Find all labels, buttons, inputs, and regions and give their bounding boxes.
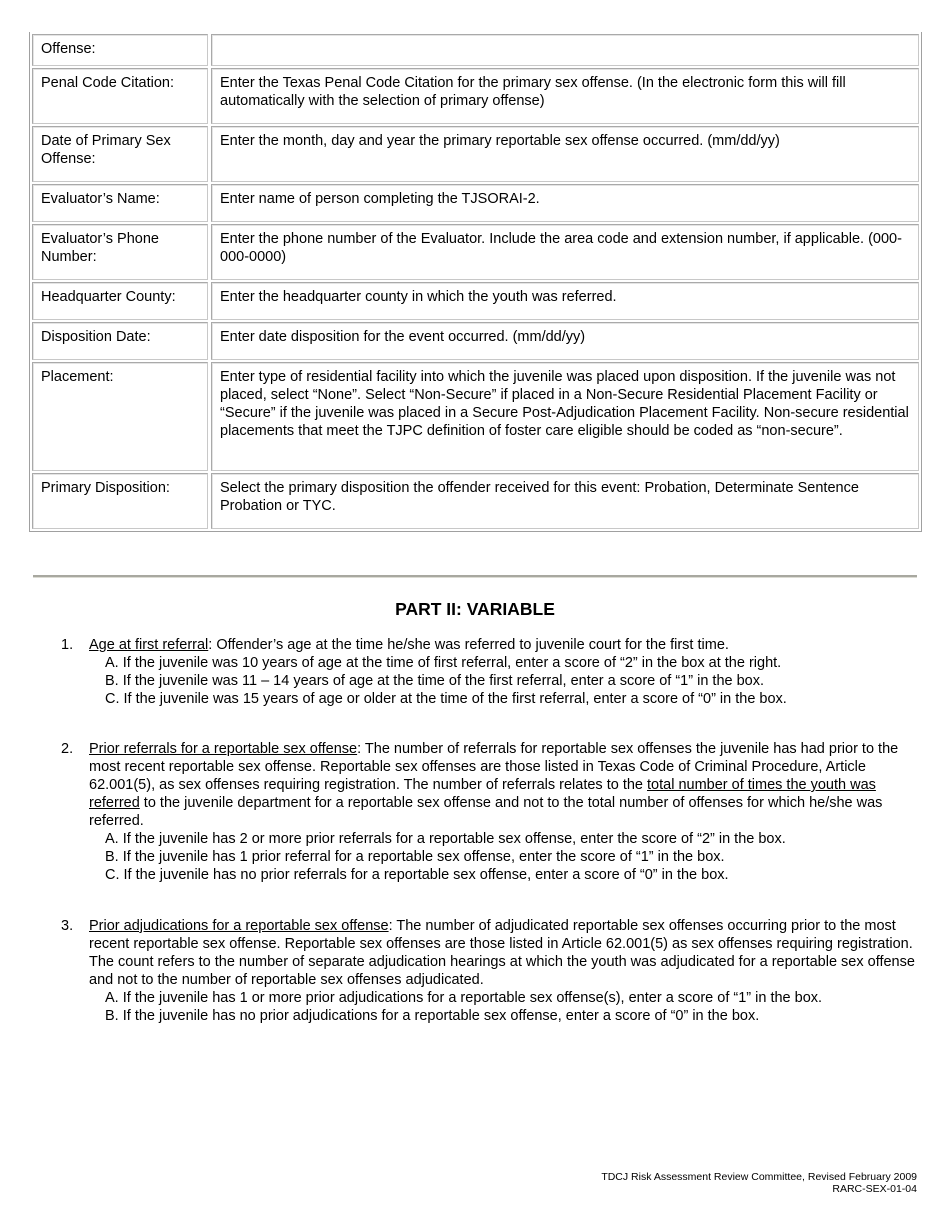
- table-row-penal-code: [32, 68, 919, 124]
- table-row-primary-disposition: [32, 473, 919, 529]
- sub-item: C. If the juvenile was 15 years of age or older at the time of the first referral, enter a score of “0” in the box.: [105, 691, 787, 707]
- item-text: : The number of referrals for reportable sex offenses the juvenile has had prior to the most recent reportable sex offense. Reportable sex offenses are those listed in Texas Code of Criminal Procedure, Article 62.001(5), as sex offenses requiring registration. The number of referrals relates to the: [89, 741, 899, 793]
- row-description: Enter the phone number of the Evaluator. Include the area code and extension number, if applicable. (000-000-0000): [211, 224, 919, 280]
- row-description: [211, 34, 919, 66]
- sub-item: B. If the juvenile has 1 prior referral for a reportable sex offense, enter the score of “1” in the box.: [105, 849, 725, 865]
- row-label: Penal Code Citation:: [32, 68, 208, 124]
- item-emphasis: total number of times the youth was referred: [89, 777, 876, 811]
- table-row-disposition-date: [32, 322, 919, 360]
- row-description: Select the primary disposition the offender received for this event: Probation, Determinate Sentence Probation or TYC.: [211, 473, 919, 529]
- sub-item: A. If the juvenile has 1 or more prior adjudications for a reportable sex offense(s), enter a score of “1” in the box.: [105, 990, 823, 1006]
- item-heading: Prior adjudications for a reportable sex offense: [89, 918, 389, 934]
- row-label: Headquarter County:: [32, 282, 208, 320]
- table-row-placement: [32, 362, 919, 471]
- item-body: [89, 917, 919, 1025]
- section-divider: [33, 575, 917, 578]
- item-text: : The number of adjudicated reportable sex offenses occurring prior to the most recent reportable sex offense. Reportable sex offenses are those listed in Article 62.001(5) as sex offenses requiring registration. The count refers to the number of separate adjudication hearings at which the youth was adjudicated for a reportable sex offense and not to the number of reportable sex offenses adjudicated.: [89, 918, 915, 988]
- item-text: : Offender’s age at the time he/she was referred to juvenile court for the first time.: [208, 637, 729, 653]
- row-description: Enter the Texas Penal Code Citation for the primary sex offense. (In the electronic form this will fill automatically with the selection of primary offense): [211, 68, 919, 124]
- section-title: PART II: VARIABLE: [395, 599, 555, 619]
- row-description: Enter the headquarter county in which the youth was referred.: [211, 282, 919, 320]
- table-row-evaluator-name: [32, 184, 919, 222]
- row-label: Evaluator’s Phone Number:: [32, 224, 208, 280]
- item-number: 3.: [61, 918, 74, 934]
- footer-committee: TDCJ Risk Assessment Review Committee, Revised February 2009: [601, 1171, 917, 1183]
- table-row-offense: [32, 34, 919, 66]
- sub-item: A. If the juvenile has 2 or more prior referrals for a reportable sex offense, enter the score of “2” in the box.: [105, 831, 786, 847]
- item-body: [89, 740, 919, 884]
- table-row-offense-date: [32, 126, 919, 182]
- item-heading: Prior referrals for a reportable sex offense: [89, 741, 358, 757]
- row-description: Enter the month, day and year the primary reportable sex offense occurred. (mm/dd/yy): [211, 126, 919, 182]
- row-label: Primary Disposition:: [32, 473, 208, 529]
- row-label: Evaluator’s Name:: [32, 184, 208, 222]
- item-body: [89, 636, 919, 708]
- sub-item: C. If the juvenile has no prior referrals for a reportable sex offense, enter a score of “0” in the box.: [105, 867, 729, 883]
- variable-item-2: [61, 740, 919, 884]
- row-label: Date of Primary Sex Offense:: [32, 126, 208, 182]
- form-instructions-table: [29, 32, 922, 532]
- row-label: Disposition Date:: [32, 322, 208, 360]
- item-number: 2.: [61, 741, 74, 757]
- variable-item-3: [61, 917, 919, 1025]
- row-label: Offense:: [32, 34, 208, 66]
- item-number: 1.: [61, 637, 74, 653]
- sub-item: B. If the juvenile has no prior adjudications for a reportable sex offense, enter a score of “0” in the box.: [105, 1008, 760, 1024]
- row-description: Enter name of person completing the TJSORAI-2.: [211, 184, 919, 222]
- table-row-evaluator-phone: [32, 224, 919, 280]
- row-label: Placement:: [32, 362, 208, 471]
- sub-item: B. If the juvenile was 11 – 14 years of age at the time of the first referral, enter a score of “1” in the box.: [105, 673, 765, 689]
- variable-item-1: [61, 636, 919, 708]
- page-footer: [601, 1171, 917, 1195]
- sub-item: A. If the juvenile was 10 years of age at the time of first referral, enter a score of “2” in the box at the right.: [105, 655, 782, 671]
- footer-form-code: RARC-SEX-01-04: [832, 1183, 917, 1195]
- item-text: to the juvenile department for a reportable sex offense and not to the total number of offenses for which he/she was referred.: [89, 795, 883, 829]
- item-heading: Age at first referral: [89, 637, 209, 653]
- row-description: Enter date disposition for the event occurred. (mm/dd/yy): [211, 322, 919, 360]
- row-description: Enter type of residential facility into which the juvenile was placed upon disposition. If the juvenile was not placed, select “None”. Select “Non-Secure” if placed in a Non-Secure Residential Placement Facility or “Secure” if the juvenile was placed in a Secure Post-Adjudication Placement Facility. Non-secure residential placements that meet the TJPC definition of foster care eligible should be coded as “non-secure”.: [211, 362, 919, 471]
- table-row-headquarter-county: [32, 282, 919, 320]
